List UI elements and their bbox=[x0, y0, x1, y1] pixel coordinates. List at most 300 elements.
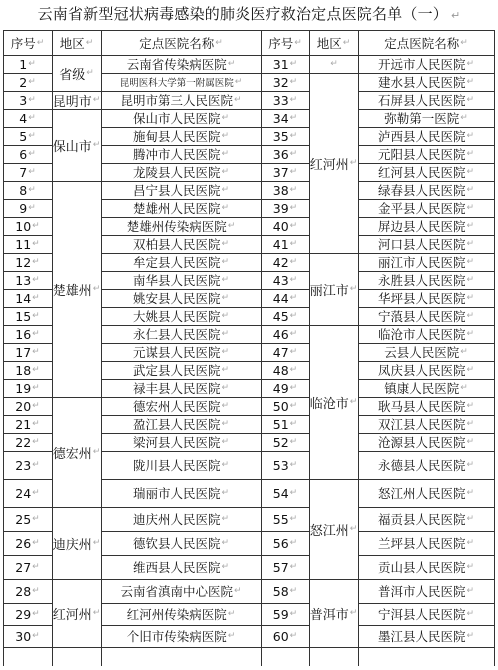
right-row-number bbox=[261, 181, 309, 199]
left-region-cell bbox=[52, 507, 101, 579]
cell-mark: ↵ bbox=[289, 77, 298, 87]
right-row-hospital bbox=[358, 271, 494, 289]
cell-mark: ↵ bbox=[28, 59, 36, 69]
left-row-number-text: 17 bbox=[15, 344, 32, 360]
cell-mark: ↵ bbox=[466, 149, 475, 159]
left-row-hospital bbox=[101, 271, 261, 289]
right-row-number-text: 53 bbox=[272, 457, 289, 473]
cell-mark: ↵ bbox=[289, 347, 298, 357]
right-row-hospital bbox=[358, 163, 494, 181]
left-row-hospital-text: 陇川县人民医院 bbox=[132, 458, 221, 473]
right-row-hospital-text: 元阳县人民医院 bbox=[377, 147, 466, 162]
left-row-number bbox=[3, 415, 52, 433]
cell-mark: ↵ bbox=[92, 140, 101, 150]
cell-mark: ↵ bbox=[466, 203, 475, 213]
left-row-number bbox=[3, 307, 52, 325]
left-region-cell bbox=[52, 109, 101, 181]
cell-mark: ↵ bbox=[466, 538, 475, 548]
right-row-hospital-text: 华坪县人民医院 bbox=[377, 291, 466, 306]
right-row-hospital bbox=[358, 343, 494, 361]
right-row-hospital-text: 宁洱县人民医院 bbox=[377, 607, 466, 622]
right-row-number bbox=[261, 397, 309, 415]
right-row-hospital-text: 沧源县人民医院 bbox=[377, 435, 466, 450]
cell-mark: ↵ bbox=[349, 524, 358, 534]
cell-mark: ↵ bbox=[349, 397, 358, 407]
left-row-number-text: 22 bbox=[15, 434, 32, 450]
right-row-number-text: 56 bbox=[272, 535, 289, 551]
right-region-cell-text: 普洱市 bbox=[309, 607, 349, 623]
right-row-number-text: 39 bbox=[272, 200, 289, 216]
left-header-seq bbox=[3, 30, 52, 55]
left-row-hospital bbox=[101, 603, 261, 625]
right-row-number bbox=[261, 343, 309, 361]
right-region-cell bbox=[309, 253, 358, 325]
cell-mark: ↵ bbox=[466, 586, 475, 596]
cell-mark: ↵ bbox=[32, 631, 40, 641]
left-row-number bbox=[3, 289, 52, 307]
cell-mark: ↵ bbox=[466, 631, 475, 641]
right-region-cell bbox=[309, 325, 358, 479]
right-row-number-text: 46 bbox=[272, 326, 289, 342]
right-row-hospital bbox=[358, 307, 494, 325]
cell-mark: ↵ bbox=[460, 347, 468, 357]
left-row-hospital-text: 德宏州人民医院 bbox=[132, 399, 221, 414]
left-row-number-text: 9 bbox=[19, 200, 28, 216]
right-row-number-text: 57 bbox=[272, 559, 289, 575]
left-header-region bbox=[52, 30, 101, 55]
left-row-hospital-text: 永仁县人民医院 bbox=[132, 327, 221, 342]
cell-mark: ↵ bbox=[460, 113, 468, 123]
right-row-number-text: 43 bbox=[272, 272, 289, 288]
right-row-hospital-text: 福贡县人民医院 bbox=[377, 512, 466, 527]
right-row-hospital bbox=[358, 181, 494, 199]
cell-mark: ↵ bbox=[233, 586, 242, 596]
cell-mark: ↵ bbox=[289, 203, 298, 213]
right-region-cell-text: 丽江市 bbox=[309, 283, 349, 299]
left-row-number-text: 11 bbox=[15, 236, 32, 252]
cell-mark: ↵ bbox=[466, 185, 475, 195]
left-row-hospital bbox=[101, 127, 261, 145]
right-row-number-text: 60 bbox=[272, 628, 289, 644]
cell-mark: ↵ bbox=[460, 37, 468, 48]
right-header-hospital bbox=[358, 30, 494, 55]
right-row-number-text: 38 bbox=[272, 182, 289, 198]
cell-mark: ↵ bbox=[36, 37, 45, 48]
right-region-cell bbox=[309, 73, 358, 253]
cell-mark: ↵ bbox=[221, 329, 230, 339]
right-row-hospital-text: 丽江市人民医院 bbox=[377, 255, 466, 270]
left-row-hospital-text: 武定县人民医院 bbox=[132, 363, 221, 378]
left-row-number-text: 5 bbox=[19, 128, 28, 144]
cell-mark: ↵ bbox=[289, 113, 298, 123]
right-row-hospital bbox=[358, 217, 494, 235]
right-row-hospital-text: 云县人民医院 bbox=[384, 345, 460, 360]
cell-mark: ↵ bbox=[215, 37, 223, 48]
cell-mark: ↵ bbox=[221, 167, 230, 177]
right-row-number bbox=[261, 253, 309, 271]
cell-mark: ↵ bbox=[466, 488, 475, 498]
right-row-number bbox=[261, 217, 309, 235]
right-region-cell bbox=[309, 55, 358, 73]
cell-mark: ↵ bbox=[32, 239, 40, 249]
left-row-hospital bbox=[101, 361, 261, 379]
left-row-number-text: 8 bbox=[19, 182, 28, 198]
cell-mark: ↵ bbox=[221, 149, 230, 159]
right-row-number bbox=[261, 127, 309, 145]
cell-mark: ↵ bbox=[227, 59, 236, 69]
left-header-hospital-text: 定点医院名称 bbox=[139, 35, 215, 51]
cell-mark: ↵ bbox=[221, 488, 230, 498]
left-row-hospital bbox=[101, 109, 261, 127]
cell-mark: ↵ bbox=[466, 293, 475, 303]
right-row-number bbox=[261, 361, 309, 379]
left-row-number bbox=[3, 325, 52, 343]
right-row-hospital-text: 兰坪县人民医院 bbox=[377, 536, 466, 551]
right-row-hospital-text: 怒江州人民医院 bbox=[377, 486, 466, 501]
right-row-number bbox=[261, 145, 309, 163]
cell-mark: ↵ bbox=[289, 293, 298, 303]
right-row-number bbox=[261, 271, 309, 289]
cell-mark: ↵ bbox=[32, 419, 40, 429]
left-region-cell bbox=[52, 181, 101, 397]
left-row-number-text: 24 bbox=[15, 485, 32, 501]
right-row-hospital-text: 红河县人民医院 bbox=[377, 165, 466, 180]
right-row-hospital-text: 耿马县人民医院 bbox=[377, 399, 466, 414]
cell-mark: ↵ bbox=[289, 419, 298, 429]
cell-mark: ↵ bbox=[289, 365, 298, 375]
left-row-hospital bbox=[101, 555, 261, 579]
cell-mark: ↵ bbox=[32, 538, 40, 548]
cell-mark: ↵ bbox=[289, 311, 298, 321]
cell-mark: ↵ bbox=[466, 609, 475, 619]
cell-mark: ↵ bbox=[32, 488, 40, 498]
right-row-hospital bbox=[358, 479, 494, 507]
cell-mark: ↵ bbox=[32, 275, 40, 285]
right-row-number-text: 36 bbox=[272, 146, 289, 162]
cell-mark: ↵ bbox=[466, 275, 475, 285]
cell-mark: ↵ bbox=[28, 77, 36, 87]
right-row-number-text: 40 bbox=[272, 218, 289, 234]
cell-mark: ↵ bbox=[289, 383, 298, 393]
right-row-hospital bbox=[358, 361, 494, 379]
right-row-number bbox=[261, 379, 309, 397]
right-row-number bbox=[261, 235, 309, 253]
right-row-hospital bbox=[358, 145, 494, 163]
cell-mark: ↵ bbox=[221, 562, 230, 572]
left-row-hospital-text: 云南省滇南中心医院 bbox=[120, 584, 233, 599]
right-header-seq-text: 序号 bbox=[268, 35, 294, 51]
cell-mark: ↵ bbox=[221, 113, 230, 123]
right-row-number bbox=[261, 163, 309, 181]
left-row-number-text: 12 bbox=[15, 254, 32, 270]
left-row-hospital-text: 施甸县人民医院 bbox=[132, 129, 221, 144]
cell-mark: ↵ bbox=[466, 167, 475, 177]
left-row-number bbox=[3, 579, 52, 603]
left-row-number-text: 30 bbox=[15, 628, 32, 644]
right-region-cell-text: 临沧市 bbox=[309, 396, 349, 412]
left-row-number bbox=[3, 479, 52, 507]
right-row-number-text: 35 bbox=[272, 128, 289, 144]
left-row-number-text: 21 bbox=[15, 416, 32, 432]
right-row-number bbox=[261, 307, 309, 325]
left-region-cell bbox=[52, 91, 101, 109]
left-row-number-text: 27 bbox=[15, 559, 32, 575]
left-row-hospital bbox=[101, 235, 261, 253]
left-row-hospital bbox=[101, 433, 261, 451]
cell-mark: ↵ bbox=[466, 131, 475, 141]
right-row-number bbox=[261, 479, 309, 507]
right-row-number-text: 55 bbox=[272, 511, 289, 527]
cell-mark: ↵ bbox=[289, 631, 298, 641]
left-row-number-text: 26 bbox=[15, 535, 32, 551]
left-row-number-text: 25 bbox=[15, 511, 32, 527]
right-row-hospital-text: 永德县人民医院 bbox=[377, 458, 466, 473]
cell-mark: ↵ bbox=[466, 95, 475, 105]
right-region-cell-text: 红河州 bbox=[309, 157, 349, 173]
cell-mark: ↵ bbox=[92, 95, 101, 105]
right-header-region-text: 地区 bbox=[316, 35, 342, 51]
cell-mark: ↵ bbox=[294, 37, 302, 48]
cell-mark: ↵ bbox=[221, 437, 230, 447]
right-header-hospital-text: 定点医院名称 bbox=[384, 35, 460, 51]
right-row-hospital bbox=[358, 531, 494, 555]
right-row-hospital bbox=[358, 625, 494, 647]
right-row-hospital bbox=[358, 603, 494, 625]
right-row-hospital bbox=[358, 415, 494, 433]
cell-mark: ↵ bbox=[289, 239, 298, 249]
left-row-hospital-text: 昆明市第三人民医院 bbox=[120, 93, 233, 108]
right-row-number-text: 48 bbox=[272, 362, 289, 378]
cell-mark: ↵ bbox=[466, 311, 475, 321]
right-region-cell-text: 怒江州 bbox=[309, 523, 349, 539]
left-row-hospital-text: 大姚县人民医院 bbox=[132, 309, 221, 324]
right-row-hospital bbox=[358, 451, 494, 479]
left-row-number-text: 18 bbox=[15, 362, 32, 378]
left-row-number bbox=[3, 271, 52, 289]
cell-mark: ↵ bbox=[221, 311, 230, 321]
right-row-hospital-text: 墨江县人民医院 bbox=[377, 629, 466, 644]
left-row-number bbox=[3, 127, 52, 145]
left-row-number bbox=[3, 361, 52, 379]
cell-mark: ↵ bbox=[32, 609, 40, 619]
right-row-number bbox=[261, 603, 309, 625]
left-row-hospital bbox=[101, 507, 261, 531]
cell-mark: ↵ bbox=[289, 185, 298, 195]
cell-mark: ↵ bbox=[349, 158, 358, 168]
left-region-cell bbox=[52, 579, 101, 647]
left-row-hospital-text: 梁河县人民医院 bbox=[132, 435, 221, 450]
left-row-number-text: 19 bbox=[15, 380, 32, 396]
cell-mark: ↵ bbox=[28, 131, 36, 141]
cell-mark: ↵ bbox=[466, 257, 475, 267]
left-row-hospital-text: 昆明医科大学第一附属医院 bbox=[119, 78, 234, 89]
right-row-number bbox=[261, 55, 309, 73]
cell-mark: ↵ bbox=[342, 37, 351, 48]
left-row-hospital-text: 瑞丽市人民医院 bbox=[132, 486, 221, 501]
right-row-number bbox=[261, 451, 309, 479]
right-row-number bbox=[261, 625, 309, 647]
cell-mark: ↵ bbox=[227, 609, 236, 619]
document-title bbox=[0, 4, 498, 26]
right-row-hospital bbox=[358, 433, 494, 451]
cell-mark: ↵ bbox=[289, 514, 298, 524]
left-row-number bbox=[3, 343, 52, 361]
left-row-number-text: 23 bbox=[15, 457, 32, 473]
right-row-number bbox=[261, 415, 309, 433]
left-row-number bbox=[3, 91, 52, 109]
cell-mark: ↵ bbox=[234, 77, 243, 87]
right-header-seq bbox=[261, 30, 309, 55]
left-header-hospital bbox=[101, 30, 261, 55]
left-row-number bbox=[3, 235, 52, 253]
left-row-number-text: 3 bbox=[19, 92, 28, 108]
cell-mark: ↵ bbox=[32, 514, 40, 524]
right-row-number bbox=[261, 433, 309, 451]
right-row-hospital bbox=[358, 397, 494, 415]
cell-mark: ↵ bbox=[289, 437, 298, 447]
right-row-hospital bbox=[358, 73, 494, 91]
left-region-cell-text: 德宏州 bbox=[52, 446, 92, 462]
right-row-hospital-text: 普洱市人民医院 bbox=[377, 584, 466, 599]
left-region-cell-text: 迪庆州 bbox=[52, 537, 92, 553]
left-row-hospital-text: 腾冲市人民医院 bbox=[132, 147, 221, 162]
right-row-hospital-text: 永胜县人民医院 bbox=[377, 273, 466, 288]
cell-mark: ↵ bbox=[32, 221, 40, 231]
left-row-hospital bbox=[101, 479, 261, 507]
cell-mark: ↵ bbox=[460, 383, 468, 393]
left-row-hospital bbox=[101, 343, 261, 361]
table-row-line bbox=[3, 647, 495, 648]
right-row-number-text: 42 bbox=[272, 254, 289, 270]
left-row-number bbox=[3, 55, 52, 73]
right-row-hospital-text: 临沧市人民医院 bbox=[377, 327, 466, 342]
left-row-hospital-text: 盈江县人民医院 bbox=[132, 417, 221, 432]
left-region-cell-text: 昆明市 bbox=[52, 94, 92, 109]
left-row-number bbox=[3, 451, 52, 479]
cell-mark: ↵ bbox=[289, 149, 298, 159]
left-row-hospital bbox=[101, 217, 261, 235]
left-row-number bbox=[3, 625, 52, 647]
cell-mark: ↵ bbox=[221, 383, 230, 393]
left-row-hospital-text: 红河州传染病医院 bbox=[126, 607, 227, 622]
cell-mark: ↵ bbox=[32, 460, 40, 470]
cell-mark: ↵ bbox=[92, 538, 101, 548]
right-row-hospital bbox=[358, 289, 494, 307]
right-row-hospital bbox=[358, 379, 494, 397]
cell-mark: ↵ bbox=[466, 59, 475, 69]
right-row-number bbox=[261, 73, 309, 91]
cell-mark: ↵ bbox=[28, 95, 36, 105]
right-row-hospital bbox=[358, 507, 494, 531]
right-row-hospital bbox=[358, 555, 494, 579]
right-region-cell bbox=[309, 479, 358, 579]
cell-mark: ↵ bbox=[28, 185, 36, 195]
left-row-number bbox=[3, 507, 52, 531]
left-row-number-text: 6 bbox=[19, 146, 28, 162]
right-row-number-text: 41 bbox=[272, 236, 289, 252]
cell-mark: ↵ bbox=[221, 203, 230, 213]
right-row-number-text: 59 bbox=[272, 606, 289, 622]
left-row-hospital-text: 龙陵县人民医院 bbox=[132, 165, 221, 180]
left-row-hospital bbox=[101, 307, 261, 325]
right-row-hospital-text: 弥勒第一医院 bbox=[384, 111, 460, 126]
right-row-hospital-text: 开远市人民医院 bbox=[377, 57, 466, 72]
hospital-table bbox=[3, 30, 494, 666]
right-row-number bbox=[261, 289, 309, 307]
left-row-hospital bbox=[101, 73, 261, 91]
cell-mark: ↵ bbox=[32, 437, 40, 447]
right-row-number bbox=[261, 109, 309, 127]
left-row-number bbox=[3, 603, 52, 625]
right-row-number-text: 32 bbox=[272, 74, 289, 90]
left-row-hospital-text: 南华县人民医院 bbox=[132, 273, 221, 288]
right-header-region bbox=[309, 30, 358, 55]
cell-mark: ↵ bbox=[227, 631, 236, 641]
cell-mark: ↵ bbox=[289, 329, 298, 339]
cell-mark: ↵ bbox=[289, 488, 298, 498]
right-row-number bbox=[261, 579, 309, 603]
left-row-hospital bbox=[101, 379, 261, 397]
cell-mark: ↵ bbox=[86, 68, 94, 78]
cell-mark: ↵ bbox=[466, 460, 475, 470]
left-row-number-text: 14 bbox=[15, 290, 32, 306]
cell-mark: ↵ bbox=[466, 77, 475, 87]
left-row-hospital bbox=[101, 91, 261, 109]
cell-mark: ↵ bbox=[221, 185, 230, 195]
cell-mark: ↵ bbox=[28, 149, 36, 159]
left-region-cell-text: 红河州 bbox=[52, 607, 92, 623]
cell-mark: ↵ bbox=[227, 221, 236, 231]
cell-mark: ↵ bbox=[289, 562, 298, 572]
cell-mark: ↵ bbox=[32, 365, 40, 375]
cell-mark: ↵ bbox=[289, 586, 298, 596]
cell-mark: ↵ bbox=[221, 131, 230, 141]
cell-mark: ↵ bbox=[32, 383, 40, 393]
right-row-hospital bbox=[358, 91, 494, 109]
left-row-hospital-text: 云南省传染病医院 bbox=[126, 57, 227, 72]
left-row-hospital bbox=[101, 145, 261, 163]
cell-mark: ↵ bbox=[32, 347, 40, 357]
left-row-hospital bbox=[101, 289, 261, 307]
left-row-hospital bbox=[101, 163, 261, 181]
left-row-hospital bbox=[101, 579, 261, 603]
cell-mark: ↵ bbox=[466, 437, 475, 447]
left-row-number bbox=[3, 109, 52, 127]
left-row-number bbox=[3, 397, 52, 415]
right-region-cell bbox=[309, 579, 358, 647]
cell-mark: ↵ bbox=[221, 257, 230, 267]
right-row-hospital bbox=[358, 199, 494, 217]
cell-mark: ↵ bbox=[28, 167, 36, 177]
right-row-number-text: 33 bbox=[272, 92, 289, 108]
cell-mark: ↵ bbox=[289, 95, 298, 105]
right-row-hospital-text: 贡山县人民医院 bbox=[377, 560, 466, 575]
left-row-number bbox=[3, 145, 52, 163]
cell-mark: ↵ bbox=[289, 221, 298, 231]
cell-mark: ↵ bbox=[289, 460, 298, 470]
left-row-number bbox=[3, 199, 52, 217]
left-row-hospital bbox=[101, 325, 261, 343]
left-row-hospital bbox=[101, 55, 261, 73]
right-row-hospital-text: 凤庆县人民医院 bbox=[377, 363, 466, 378]
cell-mark: ↵ bbox=[32, 562, 40, 572]
paragraph-mark: ↵ bbox=[450, 9, 461, 22]
cell-mark: ↵ bbox=[221, 538, 230, 548]
cell-mark: ↵ bbox=[32, 586, 40, 596]
cell-mark: ↵ bbox=[92, 608, 101, 618]
left-header-region-text: 地区 bbox=[59, 35, 85, 51]
cell-mark: ↵ bbox=[32, 311, 40, 321]
